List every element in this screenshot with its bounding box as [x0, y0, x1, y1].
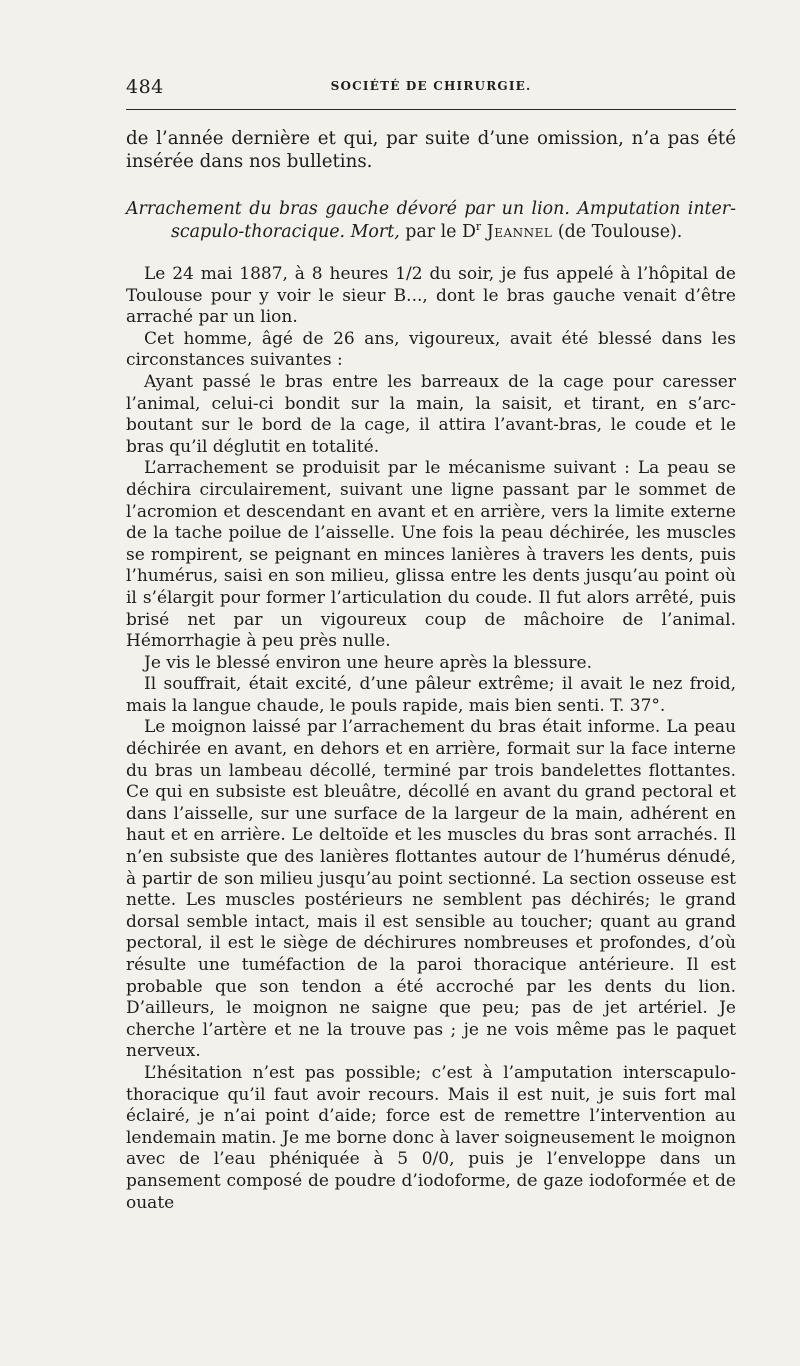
page-header: [126, 76, 736, 102]
page-number: 484: [126, 76, 164, 98]
paragraph: Le moignon laissé par l’arrachement du bras était informe. La peau déchirée en avant, en dehors et en arrière, formait sur la face interne du bras un lambeau décollé, terminé par trois bandelettes flottantes. Ce qui en subsiste est bleuâtre, décollé en avant du grand pectoral et dans l’aisselle, sur une surface de la largeur de la main, adhérent en haut et en arrière. Le deltoïde et les muscles du bras sont arrachés. Il n’en subsiste que des lanières flottantes autour de l’humérus dénudé, à partir de son milieu jusqu’au point sectionné. La section osseuse est nette. Les muscles postérieurs ne semblent pas déchirés; le grand dorsal semble intact, mais il est sensible au toucher; quant au grand pectoral, il est le siège de déchirures nombreuses et profondes, d’où résulte une tuméfaction de la paroi thoracique antérieure. Il est probable que son tendon a été accroché par les dents du lion. D’ailleurs, le moignon ne saigne que peu; pas de jet artériel. Je cherche l’artère et ne la trouve pas ; je ne vois même pas le paquet nerveux.: [126, 717, 736, 1062]
title-place: (de Toulouse).: [557, 222, 683, 242]
paragraph: L’hésitation n’est pas possible; c’est à l’amputation interscapulo-thoracique qu’il faut avoir recours. Mais il est nuit, je suis fort mal éclairé, je n’ai point d’aide; force est de remettre l’intervention au lendemain matin. Je me borne donc à laver soigneusement le moignon avec de l’eau phéniquée à 5 0/0, puis je l’enveloppe dans un pansement composé de poudre d’iodoforme, de gaze iodoformée et de ouate: [126, 1062, 736, 1213]
paragraph: Le 24 mai 1887, à 8 heures 1/2 du soir, je fus appelé à l’hôpital de Toulouse pour y voir le sieur B..., dont le bras gauche venait d’être arraché par un lion.: [126, 264, 736, 328]
title-sup: r: [475, 220, 482, 234]
intro-paragraph: de l’année dernière et qui, par suite d’une omission, n’a pas été insérée dans nos bulletins.: [126, 128, 736, 172]
paragraph: Il souffrait, était excité, d’une pâleur extrême; il avait le nez froid, mais la langue chaude, le pouls rapide, mais bien senti. T. 37°.: [126, 674, 736, 716]
title-italic: Arrachement du bras gauche dévoré par un lion. Amputation inter-scapulo-thoracique.: [126, 199, 736, 242]
paragraph: Je vis le blessé environ une heure après la blessure.: [144, 652, 592, 673]
article-body: [126, 127, 736, 1214]
title-author: Jeannel: [486, 222, 553, 242]
title-mort: Mort,: [350, 222, 400, 242]
paragraph: L’arrachement se produisit par le mécanisme suivant : La peau se déchira circulairement, suivant une ligne passant par le sommet de l’acromion et descendant en avant et en arrière, vers la limite externe de la tache poilue de l’aisselle. Une fois la peau déchirée, les muscles se rompirent, se peignant en minces lanières à travers les dents, puis l’humérus, saisi en son milieu, glissa entre les dents jusqu’au point où il s’élargit pour former l’articulation du coude. Il fut alors arrêté, puis brisé net par un vigoureux coup de mâchoire de l’animal. Hémorrhagie à peu près nulle.: [126, 458, 736, 652]
paragraph: Cet homme, âgé de 26 ans, vigoureux, avait été blessé dans les circonstances suivantes :: [126, 328, 736, 371]
header-rule: [126, 109, 736, 110]
title-par: par le D: [405, 222, 476, 242]
paragraph: Ayant passé le bras entre les barreaux de la cage pour caresser l’animal, celui-ci bondit sur la main, la saisit, et tirant, en s’arc-boutant sur le bord de la cage, il attira l’avant-bras, le coude et le bras qu’il déglutit en totalité.: [126, 371, 736, 457]
article-title: [126, 198, 736, 244]
running-title: SOCIÉTÉ DE CHIRURGIE.: [330, 79, 532, 93]
